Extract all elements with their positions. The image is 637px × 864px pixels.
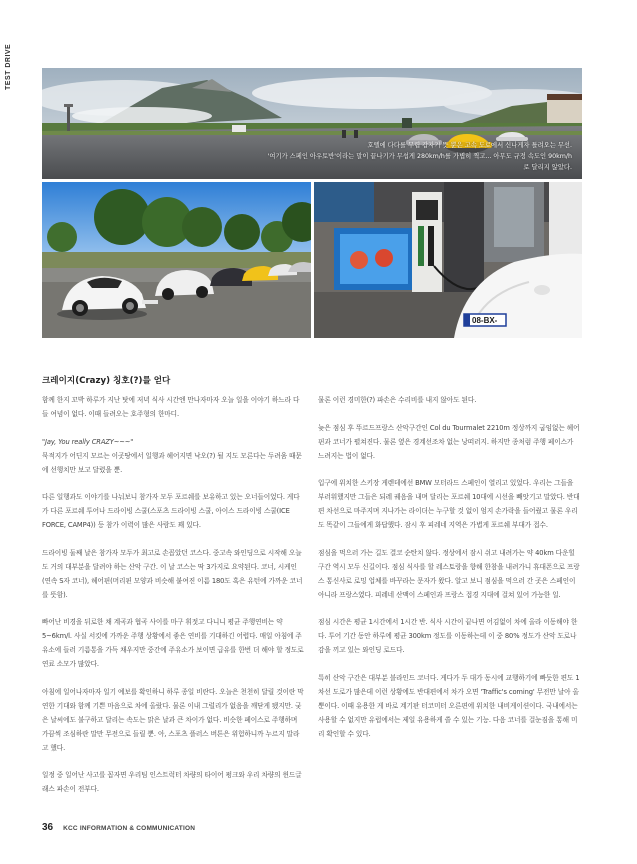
license-plate-text: 08-BX- <box>472 316 498 325</box>
fuel-station-image <box>314 182 582 338</box>
quote: "Jay, You really CRAZY~~~" <box>42 437 134 446</box>
article-right-column <box>318 394 580 755</box>
paragraph: 입구에 위치한 스키장 게렌데에선 BMW 모터라드 스페인이 열리고 있었다. 우리는 그들을 부러워했지만 그들은 되레 궤음을 내며 달리는 포르쉐 10대에 시선을 빼앗기고 말았다. 반대편 차선으로 마주지며 지나가는 라이더는 누구할 것 없이 엄지 손가락을 들어줬고 물론 우리도 똑같이 그들에게 화답했다. 잠시 후 피레네 지역은 가볍게 포르쉐 부대가 접수. <box>318 479 580 530</box>
article-left-column <box>42 394 304 811</box>
paragraph: 물론 이런 경미한(?) 파손은 수리비를 내지 않아도 된다. <box>318 396 477 404</box>
paragraph: 아침에 일어나자마자 일기 예보를 확인하니 하루 종일 비란다. 오늘은 천천히 달릴 것이란 막연한 기대와 함께 기쁜 마음으로 차에 올랐다. 물론 이내 그럴리가 없음을 깨닫게 됐지만. 궂은 날씨에도 불구하고 달리는 속도는 맑은 날과 큰 차이가 없다. 비슷한 페이스로 주행하며 가끔씩 조심하란 말만 무전으로 들릴 뿐. 아, 스포츠 플러스 버튼은 위험하니까 누르지 말라고 했다. <box>42 687 304 752</box>
hero-caption-line-1: 호텔에 다다를 무렵 갑자기 뜻 뿐은 고속 도로에서 신나게자 틀려오는 무선. <box>367 142 572 149</box>
hero-photo <box>42 68 582 179</box>
convoy-photo <box>42 182 311 338</box>
hero-caption <box>262 140 572 173</box>
paragraph: 점심을 먹으러 가는 길도 결코 순탄치 않다. 정상에서 잠시 쉬고 내려가는 약 40km 다운힐 구간 역시 모두 신길이다. 점심 식사를 할 레스토랑을 향해 한참을 내려가니 휴대폰으로 프랑스 통신사로 로밍 업체를 바꾸라는 문자가 왔다. 알고 보니 점심을 먹으러 간 곳은 스페인이 아니라 프랑스였다. 피레네 산맥이 스페인과 프랑스 접경 지대에 걸쳐 있어 가능한 일. <box>318 548 580 599</box>
paragraph: 빠어난 비경을 뒤로한 채 계곡과 협곡 사이를 마구 휘젓고 다니니 평균 주행연비는 약 5~6km/l. 사실 서킷에 가까운 주행 상황에서 좋은 연비를 기대하긴 어렵다. 매일 아침에 주유소에 들러 기름통을 가득 채우지만 중간에 주유소가 보이면 급유를 한번 더 해야 할 정도로 연료 소모가 많았다. <box>42 618 304 669</box>
page-number: 36 <box>42 822 54 833</box>
paragraph: 함께 한지 꼬박 하루가 지난 탓에 저녁 식사 시간엔 만나자마자 오늘 일을 이야기 하느라 다들 여념이 없다. 이때 들려오는 호주형의 한마디. <box>42 396 300 418</box>
paragraph: 다른 일행과도 이야기를 나눠보니 참가자 모두 포르쉐를 보유하고 있는 오너들이었다. 게다가 다른 포르쉐 투어나 드라이빙 스쿨(스포츠 드라이빙 스쿨, 아이스 드라이빙 스쿨(ICE FORCE, CAMP4)) 등 참가 이력이 많은 사람도 꽤 있다. <box>42 493 300 530</box>
section-tag: TEST DRIVE <box>5 43 12 90</box>
paragraph: 점심 시간은 평균 1시간에서 1시간 반. 식사 시간이 끝나면 어김없이 차에 올라 이동해야 한다. 투어 기간 동안 하루에 평균 300km 정도를 이동하는데 이 중 80% 정도가 산악 도로나 감을 끼고 있는 와인딩 로드다. <box>318 618 578 655</box>
hero-caption-line-2: '여기가 스페인 아우토반'이라는 말이 끝나기가 무섭게 280km/h를 가볍히 찍고... 아무도 규정 속도인 90km/h로 달리지 않았다. <box>267 153 572 171</box>
paragraph: 묵적지가 어딘지 모르는 이곳땅에서 일행과 헤어지면 낙오(?) 될 지도 모른다는 두려움 때문에 선행치만 보고 달렸을 뿐. <box>42 451 302 474</box>
paragraph: 특히 산악 구간은 대부분 블라인드 코너다. 게다가 두 대가 동시에 교행하기에 빠듯한 편도 1차선 도로가 많은데 이런 상황에도 반대편에서 차가 오면 'Traffic's coming' 무전만 날아 올 뿐이다. 이때 유용한 게 바로 계기판 터코미터 오른편에 위치한 내비게이션이다. 국내에서는 사용할 수 없지만 유럽에서는 제일 유용하게 쓸 수 있는 기능. 다음 코너를 걸눈짐을 통해 미리 확인할 수 있다. <box>318 674 580 738</box>
paragraph: 늦은 점심 후 뚜르드프랑스 산악구간인 Col du Tourmalet 2210m 정상까지 굽임없는 헤어핀과 코너가 펼쳐진다. 물론 옆은 경계선조차 없는 낭떠러지. 하지만 종처럼 주행 페이스가 느려지는 법이 없다. <box>318 423 580 460</box>
gas-station-photo <box>314 182 582 338</box>
paragraph: 일정 중 일어난 사고를 꼽자면 우리팀 인스트럭터 차량의 타이어 펑크와 우리 차량의 윈드글래스 파손이 전부다. <box>42 771 302 794</box>
page-footer <box>42 822 195 833</box>
magazine-name: KCC INFORMATION & COMMUNICATION <box>63 825 196 832</box>
porsche-convoy-image <box>42 182 311 338</box>
article-headline: 크레이지(Crazy) 칭호(?)를 얻다 <box>42 376 171 386</box>
paragraph: 드라이빙 둘째 날은 참가자 모두가 최고로 손꼽았던 코스다. 중고속 와인딩으로 시작해 오늘도 거의 대부분을 달려야 하는 산악 구간. 이 날 코스는 딱 3가지로 요약된다. 코너, 시케인(연속 S자 코너), 헤어핀(머리핀 모양과 비슷해 붙여진 이름 180도 혹은 유턴에 가까운 코너를 뜻함). <box>42 548 303 599</box>
